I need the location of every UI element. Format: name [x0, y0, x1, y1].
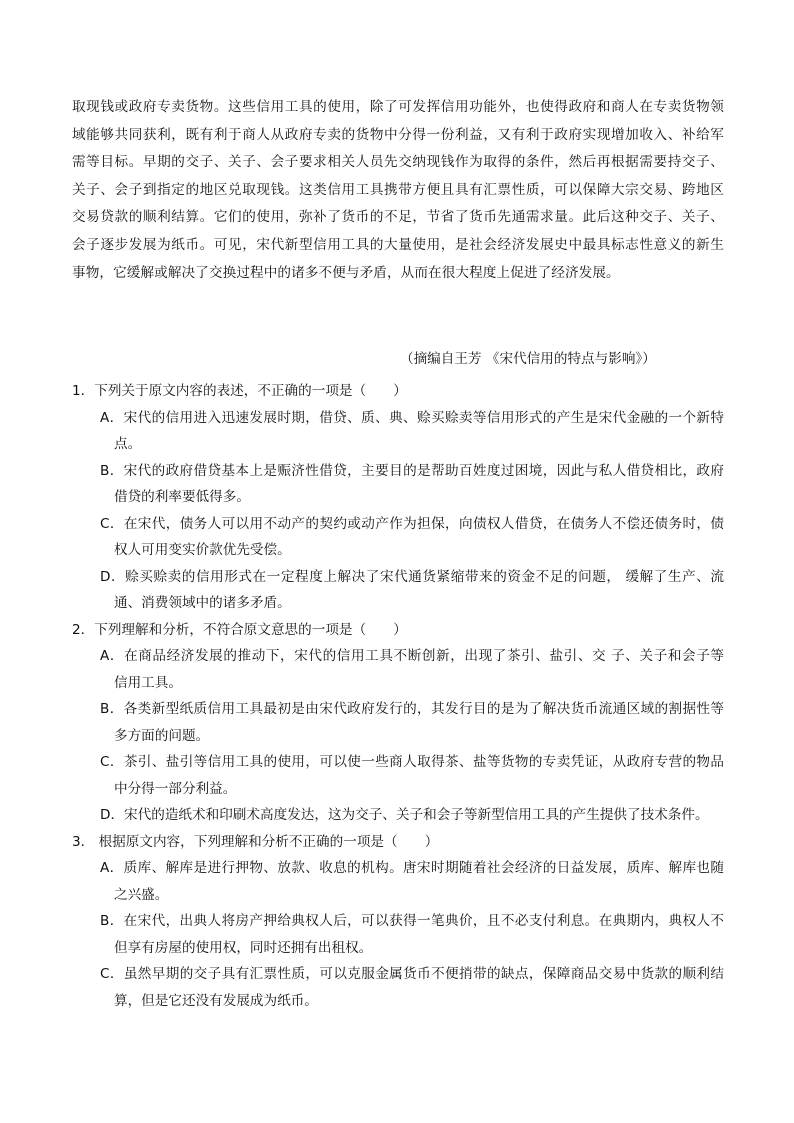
question-2 [72, 617, 724, 829]
option-c [72, 749, 724, 802]
passage-line: 域能够共同获利，既有利于商人从政府专卖的货物中分得一份利益，又有利于政府实现增加收入、补给军 [72, 126, 724, 143]
option-text: B．各类新型纸质信用工具最初是由宋代政府发行的，其发行目的是为了解决货币流通区域的割据性等 [100, 701, 724, 717]
option-b [72, 908, 724, 961]
option-text: C．虽然早期的交子具有汇票性质，可以克服金属货币不便捎带的缺点，保障商品交易中货款的顺利结 [100, 966, 724, 982]
passage-line: 交易贷款的顺利结算。它们的使用，弥补了货币的不足，节省了货币先通需求量。此后这种交子、关子、 [72, 209, 724, 226]
question-stem: 1．下列关于原文内容的表述，不正确的一项是（ ） [72, 383, 407, 399]
option-a [72, 643, 724, 696]
question-1 [72, 378, 724, 617]
option-text: D．宋代的造纸术和印刷术高度发达，这为交子、关子和会子等新型信用工具的产生提供了技术条件。 [100, 807, 709, 823]
option-c [72, 511, 724, 564]
passage-line: 事物，它缓解或解决了交换过程中的诸多不便与矛盾，从而在很大程度上促进了经济发展。 [72, 264, 620, 281]
option-text: B．宋代的政府借贷基本上是赈济性借贷，主要目的是帮助百姓度过困境，因此与私人借贷相比，政府 [100, 462, 724, 479]
question-stem: 3． 根据原文内容，下列理解和分析不正确的一项是（ ） [72, 833, 439, 850]
passage-source: （摘编自王芳 《宋代信用的特点与影响》） [400, 351, 656, 367]
question-3 [72, 829, 724, 1015]
option-text-cont: 之兴盛。 [114, 886, 169, 903]
option-text-cont: 算，但是它还没有发展成为纸币。 [114, 992, 318, 1009]
question-list [72, 378, 724, 1014]
option-b [72, 696, 724, 749]
option-text: C．茶引、盐引等信用工具的使用，可以使一些商人取得茶、盐等货物的专卖凭证，从政府专营的物品 [100, 754, 724, 770]
option-text-cont: 借贷的利率要低得多。 [114, 489, 250, 505]
option-text-cont: 通、消费领域中的诸多矛盾。 [114, 595, 291, 611]
option-text-cont: 点。 [114, 436, 142, 452]
option-text: A．质库、解库是进行押物、放款、收息的机构。唐宋时期随着社会经济的日益发展，质库、解库也随 [100, 860, 724, 876]
passage-line: 会子逐步发展为纸币。可见，宋代新型信用工具的大量使用，是社会经济发展史中最具标志性意义的新生 [72, 236, 724, 253]
option-text-cont: 多方面的问题。 [114, 727, 210, 744]
option-d [72, 564, 724, 617]
option-c [72, 961, 724, 1014]
option-text-cont: 权人可用变实价款优先受偿。 [114, 542, 291, 558]
passage-text [72, 94, 724, 287]
passage-line: 关子、会子到指定的地区兑取现钱。这类信用工具携带方便且具有汇票性质，可以保障大宗交易、跨地区 [72, 181, 724, 198]
option-text: C．在宋代，债务人可以用不动产的契约或动产作为担保，向债权人借贷，在债务人不偿还债务时，债 [100, 515, 724, 532]
passage-line: 取现钱或政府专卖货物。这些信用工具的使用，除了可发挥信用功能外，也使得政府和商人在专卖货物领 [72, 99, 724, 115]
option-text-cont: 信用工具。 [114, 674, 182, 691]
option-text-cont: 但享有房屋的使用权，同时还拥有出租权。 [114, 939, 373, 956]
question-stem: 2．下列理解和分析，不符合原文意思的一项是（ ） [72, 621, 407, 638]
option-text: A．宋代的信用进入迅速发展时期，借贷、质、典、赊买赊卖等信用形式的产生是宋代金融的一个新特 [100, 409, 724, 426]
option-b [72, 458, 724, 511]
option-a [72, 405, 724, 458]
passage-line: 需等目标。早期的交子、关子、会子要求相关人员先交纳现钱作为取得的条件，然后再根据需要持交子、 [72, 154, 724, 171]
option-d [72, 802, 724, 829]
option-a [72, 855, 724, 908]
option-text-cont: 中分得一部分利益。 [114, 780, 237, 797]
option-text: B．在宋代，出典人将房产押给典权人后，可以获得一笔典价，且不必支付利息。在典期内，典权人不 [100, 913, 724, 929]
option-text: A．在商品经济发展的推动下，宋代的信用工具不断创新，出现了茶引、盐引、交 子、关子和会子等 [100, 648, 724, 664]
option-text: D．赊买赊卖的信用形式在一定程度上解决了宋代通货紧缩带来的资金不足的问题， 缓解了生产、流 [100, 568, 724, 585]
